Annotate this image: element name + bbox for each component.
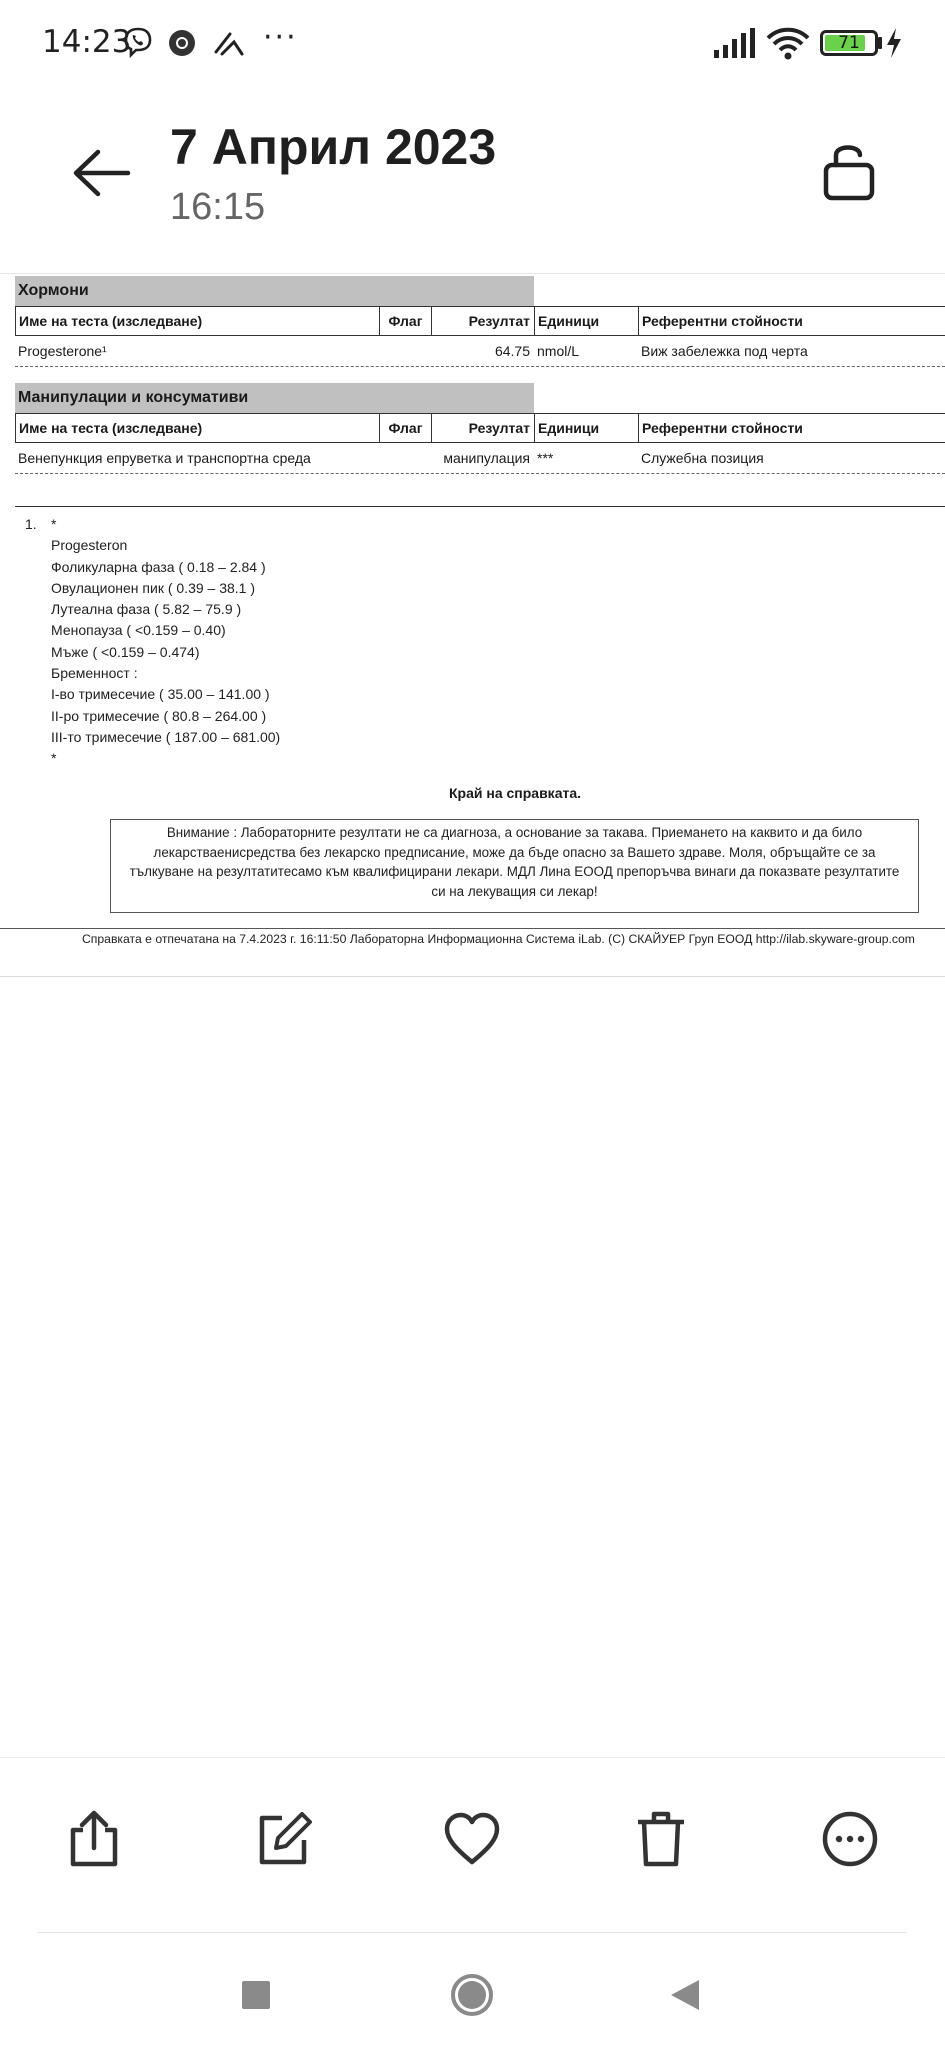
battery-icon [820, 30, 878, 56]
test-result: манипулация [443, 450, 530, 466]
lab-report-document [0, 273, 945, 977]
test-name: Progesterone¹ [18, 343, 107, 359]
col-header-reference: Референтни стойности [642, 313, 803, 329]
table-header [15, 413, 945, 443]
edit-icon[interactable] [252, 1808, 314, 1870]
status-more: ··· [263, 20, 298, 55]
footnote-line: III-то тримесечие ( 187.00 – 681.00) [51, 728, 281, 745]
report-end-text: Край на справката. [448, 785, 582, 801]
charging-icon [885, 27, 903, 59]
table-row [15, 336, 945, 367]
footer-divider [0, 928, 945, 929]
chrome-icon [167, 28, 197, 58]
back-arrow-icon[interactable] [70, 148, 134, 198]
header-time: 16:15 [170, 186, 266, 228]
footnote-number: 1. [25, 516, 37, 532]
footnote-line: Мъже ( <0.159 – 0.474) [51, 643, 200, 660]
status-clock: 14:23 [42, 24, 132, 60]
footnote-line: * [51, 750, 57, 767]
running-shoe-icon [212, 28, 244, 58]
trash-icon[interactable] [630, 1808, 692, 1870]
footnote-line: I-во тримесечие ( 35.00 – 141.00 ) [51, 686, 270, 703]
disclaimer-box: Внимание : Лабораторните резултати не са диагноза, а основание за такава. Приемането на каквито и да било лекарстваенисредства без лекарско предписание, може да бъде опасно за Вашето здраве. Моля, обръщайте се за тълкуване на резултатитесамо към квалифицирани лекари. МДЛ Лина ЕООД препоръчва винаги да показвате резултатите си на лекуващия си лекар! [110, 819, 919, 913]
col-header-result: Резултат [432, 414, 535, 442]
footnote-line: Progesteron [51, 537, 128, 554]
notes-divider [15, 506, 945, 507]
table-header [15, 306, 945, 336]
col-header-units: Единици [535, 307, 639, 335]
footnote-line: Лутеална фаза ( 5.82 – 75.9 ) [51, 601, 242, 618]
heart-icon[interactable] [441, 1808, 503, 1870]
share-icon[interactable] [63, 1808, 125, 1870]
col-header-result: Резултат [432, 307, 535, 335]
footnote-line: Фоликуларна фаза ( 0.18 – 2.84 ) [51, 558, 266, 575]
status-bar [0, 0, 945, 86]
unlock-icon[interactable] [822, 141, 878, 201]
recents-square-icon[interactable] [242, 1981, 270, 2009]
test-result: 64.75 [494, 343, 530, 359]
test-name: Венепункция епруветка и транспортна среда [18, 450, 311, 466]
test-units: nmol/L [537, 343, 580, 359]
footnote-line: II-ро тримесечие ( 80.8 – 264.00 ) [51, 707, 267, 724]
system-nav-bar [0, 1933, 945, 2048]
bottom-toolbar [0, 1757, 945, 1934]
battery-level: 71 [838, 33, 860, 53]
battery-tip [878, 37, 882, 49]
col-header-name: Име на теста (изследване) [16, 307, 380, 335]
section-title-manipulations: Манипулации и консумативи [15, 383, 534, 413]
signal-icon [712, 28, 756, 60]
col-header-flag: Флаг [380, 307, 432, 335]
test-reference: Виж забележка под черта [641, 343, 808, 359]
col-header-name: Име на теста (изследване) [16, 414, 380, 442]
col-header-flag: Флаг [380, 414, 432, 442]
footnote-line: Менопауза ( <0.159 – 0.40) [51, 622, 226, 639]
section-title-hormones: Хормони [15, 276, 534, 306]
footnote-line: Овулационен пик ( 0.39 – 38.1 ) [51, 579, 256, 596]
table-row [15, 443, 945, 474]
test-flag [379, 336, 431, 366]
footnote-line: Бременност : [51, 665, 138, 682]
test-reference: Служебна позиция [641, 450, 764, 466]
wifi-icon [766, 26, 810, 60]
test-flag [379, 443, 431, 473]
home-circle-icon[interactable] [450, 1973, 494, 2017]
footnote-line: * [51, 516, 57, 532]
print-footer: Справката е отпечатана на 7.4.2023 г. 16:11:50 Лабораторна Информационна Система iLab. (С) СКАЙУЕР Груп ЕООД http://ilab.skyware-group.com [82, 932, 915, 946]
test-units: *** [537, 450, 554, 466]
col-header-units: Единици [535, 414, 639, 442]
col-header-reference: Референтни стойности [642, 420, 803, 436]
more-icon[interactable] [819, 1808, 881, 1870]
back-triangle-icon[interactable] [669, 1978, 701, 2012]
header-date: 7 Април 2023 [170, 119, 497, 175]
viber-icon [122, 26, 154, 58]
